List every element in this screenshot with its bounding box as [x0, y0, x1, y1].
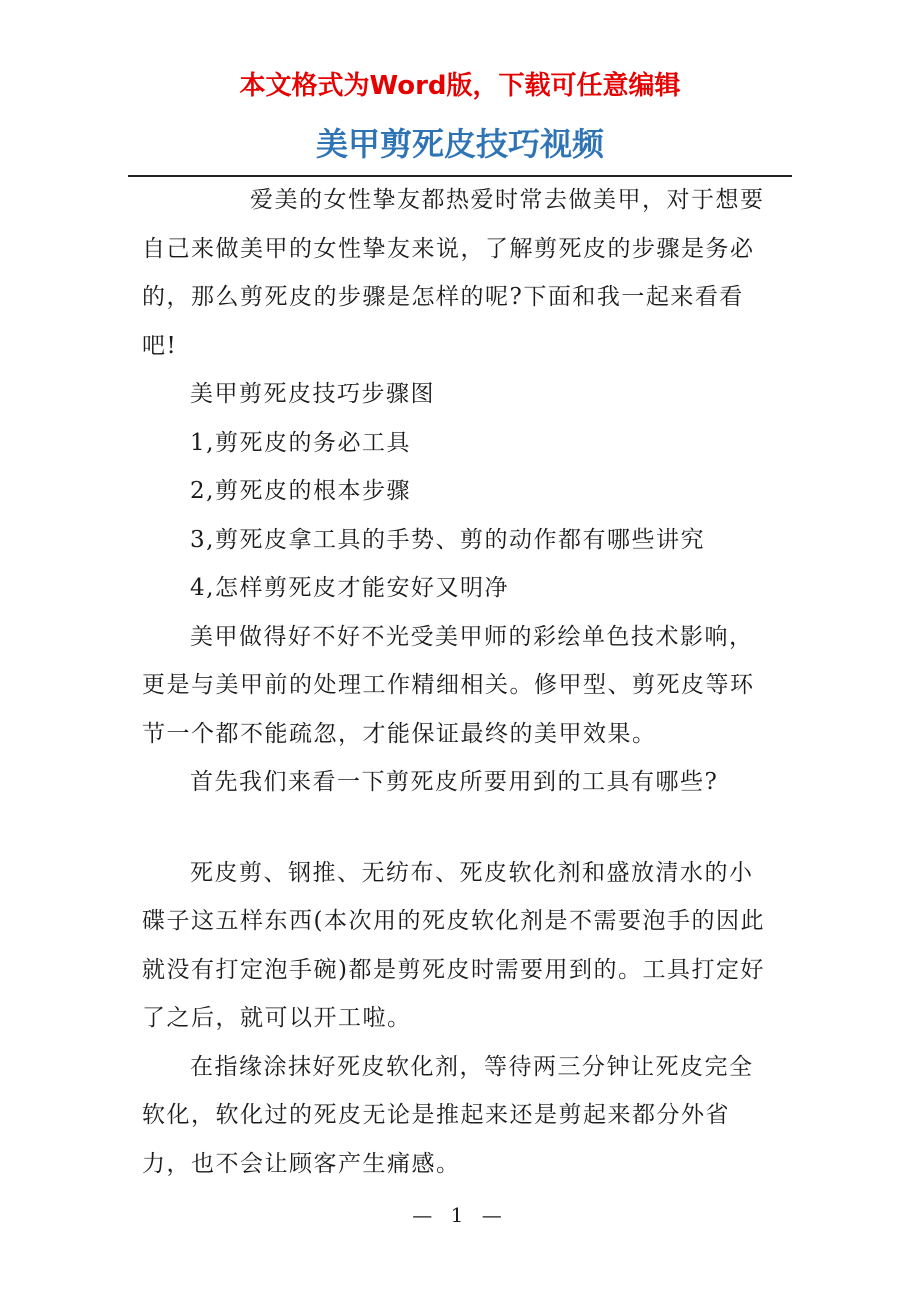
document-body	[142, 176, 774, 1188]
format-banner: 本文格式为Word版，下载可任意编辑	[239, 71, 681, 101]
intro-paragraph: 爱美的女性挚友都热爱时常去做美甲，对于想要自己来做美甲的女性挚友来说，了解剪死皮的步骤是务必的，那么剪死皮的步骤是怎样的呢?下面和我一起来看看吧!	[142, 187, 765, 359]
list-item: 2,剪死皮的根本步骤	[190, 478, 411, 504]
body-paragraph: 首先我们来看一下剪死皮所要用到的工具有哪些?	[190, 769, 719, 795]
list-item: 3,剪死皮拿工具的手势、剪的动作都有哪些讲究	[190, 526, 705, 553]
section-heading: 美甲剪死皮技巧步骤图	[190, 381, 435, 407]
body-paragraph: 死皮剪、钢推、无纺布、死皮软化剂和盛放清水的小碟子这五样东西(本次用的死皮软化剂是不需要泡手的因此就没有打定泡手碗)都是剪死皮时需要用到的。工具打定好了之后，就可以开工啦。	[142, 859, 765, 1031]
body-paragraph: 美甲做得好不好不光受美甲师的彩绘单色技术影响，更是与美甲前的处理工作精细相关。修甲型、剪死皮等环节一个都不能疏忽，才能保证最终的美甲效果。	[142, 623, 755, 747]
image-gap	[142, 807, 774, 849]
page-number: — 1 —	[412, 1203, 508, 1227]
list-item: 4,怎样剪死皮才能安好又明净	[190, 575, 509, 601]
document-title: 美甲剪死皮技巧视频	[315, 125, 604, 163]
list-item: 1,剪死皮的务必工具	[190, 429, 411, 456]
body-paragraph: 在指缘涂抹好死皮软化剂，等待两三分钟让死皮完全软化，软化过的死皮无论是推起来还是剪起来都分外省力，也不会让顾客产生痛感。	[142, 1053, 754, 1177]
